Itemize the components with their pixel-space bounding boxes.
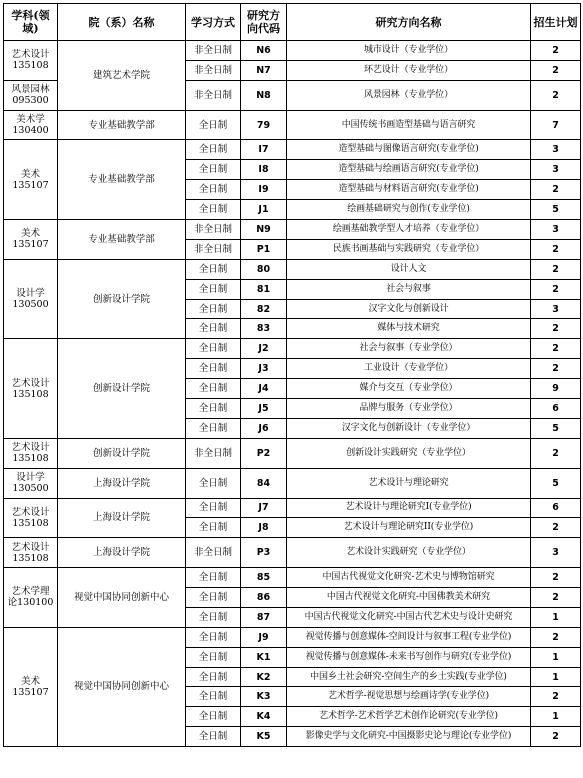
mode-cell: 全日制 [186,568,241,588]
plan-cell: 7 [531,110,581,140]
dept-cell: 专业基础教学部 [58,220,186,260]
header-plan: 招生计划 [531,4,581,41]
direction-cell: 城市设计（专业学位） [287,41,531,61]
direction-cell: 汉字文化与创新设计 [287,299,531,319]
table-row [4,110,581,140]
direction-cell: 创新设计实践研究（专业学位） [287,438,531,468]
plan-cell: 2 [531,239,581,259]
plan-cell: 2 [531,339,581,359]
header-code: 研究方向代码 [241,4,287,41]
dept-cell: 专业基础教学部 [58,110,186,140]
plan-cell: 1 [531,647,581,667]
mode-cell: 全日制 [186,180,241,200]
subject-cell: 风景园林 095300 [4,80,58,110]
plan-cell: 2 [531,180,581,200]
plan-cell: 2 [531,687,581,707]
direction-cell: 风景园林（专业学位） [287,80,531,110]
code-cell: N6 [241,41,287,61]
mode-cell: 全日制 [186,279,241,299]
mode-cell: 全日制 [186,110,241,140]
mode-cell: 全日制 [186,339,241,359]
header-mode: 学习方式 [186,4,241,41]
code-cell: N9 [241,220,287,240]
code-cell: 87 [241,607,287,627]
code-cell: I7 [241,140,287,160]
subject-cell: 美术 135107 [4,627,58,746]
direction-cell: 汉字文化与创新设计（专业学位） [287,418,531,438]
direction-cell: 工业设计（专业学位） [287,359,531,379]
table-row [4,627,581,647]
plan-cell: 2 [531,568,581,588]
code-cell: J6 [241,418,287,438]
table-row [4,538,581,568]
dept-cell: 专业基础教学部 [58,140,186,220]
mode-cell: 非全日制 [186,80,241,110]
plan-cell: 9 [531,379,581,399]
header-dept: 院（系）名称 [58,4,186,41]
direction-cell: 艺术设计实践研究（专业学位） [287,538,531,568]
mode-cell: 全日制 [186,160,241,180]
plan-cell: 3 [531,160,581,180]
direction-cell: 影像史学与文化研究-中国摄影史论与理论(专业学位) [287,727,531,747]
code-cell: K5 [241,727,287,747]
table-row [4,140,581,160]
table-row [4,259,581,279]
code-cell: 85 [241,568,287,588]
subject-cell: 艺术设计 135108 [4,438,58,468]
plan-cell: 3 [531,299,581,319]
code-cell: K2 [241,667,287,687]
direction-cell: 视觉传播与创意媒体-未来书写创作与研究(专业学位) [287,647,531,667]
direction-cell: 民族书画基础与实践研究（专业学位） [287,239,531,259]
plan-cell: 3 [531,538,581,568]
subject-cell: 艺术学理 论130100 [4,568,58,628]
direction-cell: 媒介与交互（专业学位） [287,379,531,399]
plan-cell: 2 [531,259,581,279]
direction-cell: 社会与叙事（专业学位） [287,339,531,359]
code-cell: J7 [241,498,287,518]
plan-cell: 2 [531,279,581,299]
mode-cell: 全日制 [186,468,241,498]
direction-cell: 视觉传播与创意媒体-空间设计与叙事工程(专业学位) [287,627,531,647]
mode-cell: 全日制 [186,379,241,399]
plan-cell: 6 [531,498,581,518]
direction-cell: 艺术设计与理论研究II(专业学位) [287,518,531,538]
code-cell: 81 [241,279,287,299]
table-row [4,438,581,468]
mode-cell: 非全日制 [186,60,241,80]
code-cell: J1 [241,200,287,220]
direction-cell: 品牌与服务（专业学位） [287,399,531,419]
direction-cell: 媒体与技术研究 [287,319,531,339]
code-cell: J4 [241,379,287,399]
mode-cell: 全日制 [186,607,241,627]
mode-cell: 全日制 [186,498,241,518]
plan-cell: 1 [531,707,581,727]
enrollment-table [3,3,581,747]
code-cell: N7 [241,60,287,80]
dept-cell: 视觉中国协同创新中心 [58,627,186,746]
code-cell: I8 [241,160,287,180]
mode-cell: 全日制 [186,319,241,339]
plan-cell: 5 [531,200,581,220]
code-cell: P1 [241,239,287,259]
direction-cell: 艺术哲学-艺术哲学艺术创作论研究(专业学位) [287,707,531,727]
mode-cell: 非全日制 [186,538,241,568]
mode-cell: 全日制 [186,200,241,220]
mode-cell: 全日制 [186,627,241,647]
plan-cell: 1 [531,667,581,687]
code-cell: 86 [241,588,287,608]
table-row [4,41,581,61]
code-cell: J8 [241,518,287,538]
table-row [4,468,581,498]
direction-cell: 造型基础与材料语言研究(专业学位) [287,180,531,200]
dept-cell: 上海设计学院 [58,468,186,498]
plan-cell: 5 [531,418,581,438]
dept-cell: 视觉中国协同创新中心 [58,568,186,628]
code-cell: P3 [241,538,287,568]
mode-cell: 非全日制 [186,41,241,61]
mode-cell: 全日制 [186,259,241,279]
mode-cell: 全日制 [186,667,241,687]
subject-cell: 艺术设计 135108 [4,498,58,538]
mode-cell: 全日制 [186,399,241,419]
mode-cell: 非全日制 [186,438,241,468]
subject-cell: 美术 135107 [4,140,58,220]
direction-cell: 造型基础与绘画语言研究(专业学位) [287,160,531,180]
mode-cell: 全日制 [186,518,241,538]
direction-cell: 中国乡土社会研究-空间生产的乡土实践(专业学位) [287,667,531,687]
header-subject: 学科(领域) [4,4,58,41]
code-cell: J9 [241,627,287,647]
plan-cell: 2 [531,359,581,379]
direction-cell: 中国古代视觉文化研究-中国佛教美术研究 [287,588,531,608]
direction-cell: 中国传统书画造型基础与语言研究 [287,110,531,140]
mode-cell: 全日制 [186,727,241,747]
mode-cell: 全日制 [186,299,241,319]
table-row [4,568,581,588]
mode-cell: 非全日制 [186,220,241,240]
code-cell: K1 [241,647,287,667]
direction-cell: 设计人文 [287,259,531,279]
mode-cell: 全日制 [186,588,241,608]
table-body [4,41,581,747]
mode-cell: 全日制 [186,140,241,160]
dept-cell: 上海设计学院 [58,498,186,538]
direction-cell: 艺术哲学-视觉思想与绘画诗学(专业学位) [287,687,531,707]
mode-cell: 全日制 [186,359,241,379]
dept-cell: 创新设计学院 [58,339,186,438]
dept-cell: 上海设计学院 [58,538,186,568]
plan-cell: 2 [531,319,581,339]
subject-cell: 设计学 130500 [4,468,58,498]
direction-cell: 造型基础与图像语言研究(专业学位) [287,140,531,160]
subject-cell: 美术学 130400 [4,110,58,140]
subject-cell: 美术 135107 [4,220,58,260]
plan-cell: 2 [531,438,581,468]
direction-cell: 艺术设计与理论研究 [287,468,531,498]
plan-cell: 2 [531,588,581,608]
dept-cell: 创新设计学院 [58,438,186,468]
mode-cell: 全日制 [186,687,241,707]
plan-cell: 2 [531,60,581,80]
dept-cell: 建筑艺术学院 [58,41,186,111]
plan-cell: 3 [531,140,581,160]
code-cell: J5 [241,399,287,419]
dept-cell: 创新设计学院 [58,259,186,339]
plan-cell: 5 [531,468,581,498]
subject-cell: 艺术设计 135108 [4,339,58,438]
header-row [4,4,581,41]
code-cell: P2 [241,438,287,468]
code-cell: 82 [241,299,287,319]
subject-cell: 设计学 130500 [4,259,58,339]
plan-cell: 2 [531,518,581,538]
mode-cell: 全日制 [186,418,241,438]
code-cell: J3 [241,359,287,379]
code-cell: J2 [241,339,287,359]
plan-cell: 2 [531,727,581,747]
code-cell: N8 [241,80,287,110]
code-cell: 79 [241,110,287,140]
direction-cell: 绘画基础研究与创作(专业学位) [287,200,531,220]
table-row [4,498,581,518]
mode-cell: 非全日制 [186,239,241,259]
direction-cell: 中国古代视觉文化研究-艺术史与博物馆研究 [287,568,531,588]
subject-cell: 艺术设计 135108 [4,41,58,81]
direction-cell: 社会与叙事 [287,279,531,299]
direction-cell: 绘画基础教学型人才培养（专业学位） [287,220,531,240]
direction-cell: 艺术设计与理论研究I(专业学位) [287,498,531,518]
subject-cell: 艺术设计 135108 [4,538,58,568]
code-cell: K3 [241,687,287,707]
plan-cell: 2 [531,627,581,647]
header-direction: 研究方向名称 [287,4,531,41]
mode-cell: 全日制 [186,647,241,667]
plan-cell: 3 [531,220,581,240]
plan-cell: 6 [531,399,581,419]
mode-cell: 全日制 [186,707,241,727]
code-cell: 84 [241,468,287,498]
code-cell: I9 [241,180,287,200]
direction-cell: 环艺设计（专业学位） [287,60,531,80]
plan-cell: 2 [531,80,581,110]
direction-cell: 中国古代视觉文化研究-中国古代艺术史与设计史研究 [287,607,531,627]
code-cell: K4 [241,707,287,727]
table-row [4,220,581,240]
plan-cell: 1 [531,607,581,627]
table-row [4,339,581,359]
code-cell: 83 [241,319,287,339]
plan-cell: 2 [531,41,581,61]
code-cell: 80 [241,259,287,279]
